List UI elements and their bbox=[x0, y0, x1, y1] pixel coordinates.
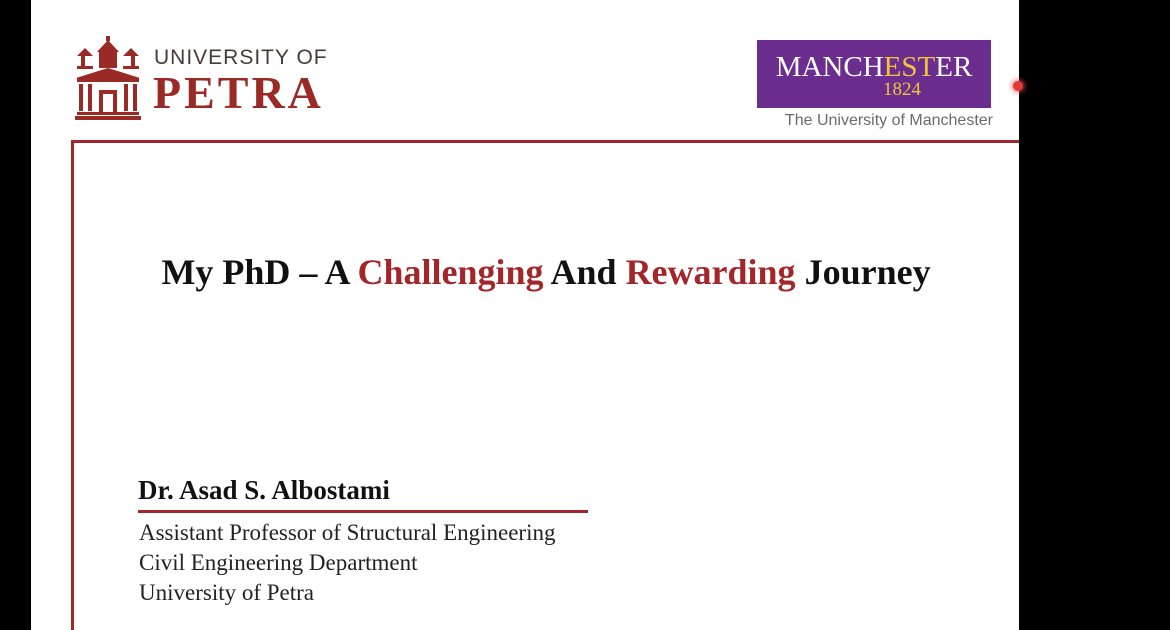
frame-top-line bbox=[71, 140, 1019, 143]
manchester-logo bbox=[757, 40, 991, 108]
title-highlight-rewarding: Rewarding bbox=[625, 252, 796, 292]
manchester-word-prefix: MANCH bbox=[775, 51, 884, 83]
manchester-wordmark bbox=[757, 52, 991, 82]
manchester-year: 1824 bbox=[883, 79, 921, 100]
university-of-petra-logo bbox=[73, 36, 363, 120]
petra-logo-top-text: UNIVERSITY OF bbox=[154, 46, 328, 69]
frame-left-line bbox=[71, 140, 74, 630]
title-highlight-challenging: Challenging bbox=[357, 252, 544, 292]
manchester-word-highlight: EST bbox=[883, 51, 936, 83]
petra-treasury-icon bbox=[73, 36, 143, 120]
author-underline bbox=[138, 510, 588, 513]
title-part-3: Journey bbox=[795, 252, 931, 292]
slide-title bbox=[31, 250, 1019, 294]
presentation-slide bbox=[31, 0, 1019, 630]
title-part-2: And bbox=[543, 252, 626, 292]
affiliation-line: Civil Engineering Department bbox=[139, 550, 418, 575]
laser-pointer-cursor bbox=[1013, 81, 1023, 91]
title-part-1: My PhD – A bbox=[161, 252, 358, 292]
manchester-word-suffix: ER bbox=[935, 51, 973, 83]
manchester-subtitle: The University of Manchester bbox=[784, 112, 993, 129]
author-name: Dr. Asad S. Albostami bbox=[138, 475, 390, 505]
affiliation-line: University of Petra bbox=[139, 580, 315, 605]
affiliation-line: Assistant Professor of Structural Engineering bbox=[139, 520, 556, 545]
petra-logo-main-text: PETRA bbox=[153, 67, 324, 118]
